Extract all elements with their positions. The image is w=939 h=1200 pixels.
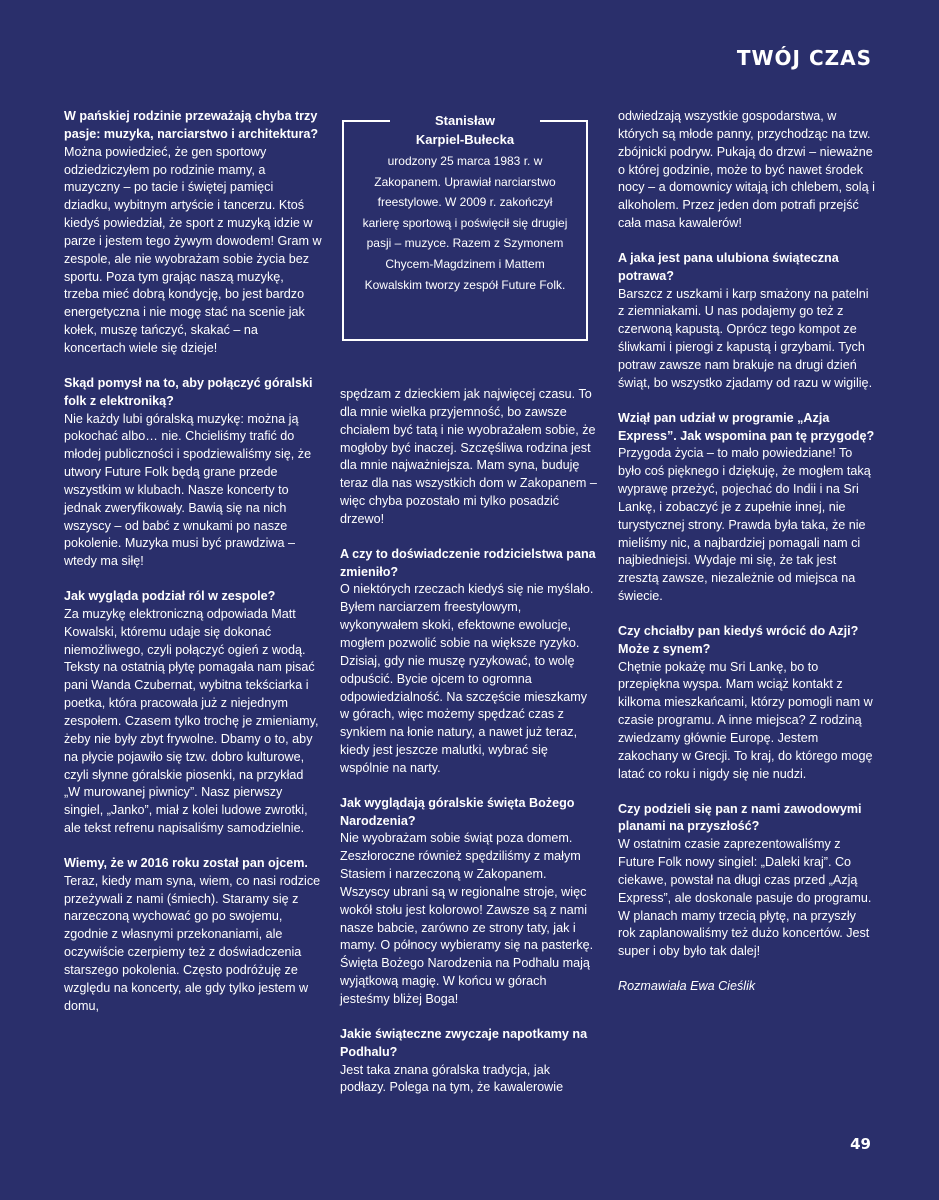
answer: Przygoda życia – to mało powiedziane! To było coś pięknego i dziękuję, że mogłem taką wyprawę przeżyć, pojechać do Indii i na Sri Lankę, i zobaczyć je z zupełnie innej, nie turystycznej strony. Prawda była taka, że nie mieliśmy nic, a najbardziej pomagali nam ci najbiedniejsi. Wydaje mi się, że tak jest zresztą zawsze, niezależnie od miejsca na świecie.: [618, 446, 871, 604]
interviewer-signature: Rozmawiała Ewa Cieślik: [618, 979, 756, 994]
question: A czy to doświadczenie rodzicielstwa pana zmieniło?: [340, 546, 596, 579]
column-2: [340, 386, 598, 1097]
question: W pańskiej rodzinie przeważają chyba trzy pasje: muzyka, narciarstwo i architektura?: [64, 109, 319, 141]
column-3: [618, 108, 876, 996]
question: Wziął pan udział w programie „Azja Express”. Jak wspomina pan tę przygodę?: [618, 410, 875, 443]
answer: Za muzykę elektroniczną odpowiada Matt Kowalski, któremu udaje się dokonać niemożliwego, czyli połączyć ogień z wodą. Teksty na ostatnią płytę pomagała nam pisać pani Wanda Czubernat, wybitna tekściarka i poetka, która pracowała już z niejednym zespołem. Czasem tylko trochę je zmieniamy, żeby nie były zbyt frywolne. Dbamy o to, aby na płycie pojawiło się tzw. dobro kulturowe, czyli słynne góralskie piosenki, na przykład „W murowanej piwnicy”. Nasz pierwszy singiel, „Janko”, miał z kolei ludowe zwrotki, ale tekst refrenu napisaliśmy samodzielnie.: [64, 606, 319, 836]
answer: W ostatnim czasie zaprezentowaliśmy z Future Folk nowy singiel: „Daleki kraj”. Co ciekawe, powstał na długi czas przed „Azją Express”, ale doskonale pasuje do programu. W planach mamy trzecią płytę, na przyszły rok zaplanowaliśmy też dużo koncertów. Jest super i oby było tak dalej!: [618, 837, 872, 959]
page-number: 49: [850, 1135, 871, 1153]
person-last-name: Karpiel-Bułecka: [415, 132, 515, 147]
answer: Nie każdy lubi góralską muzykę: można ją pokochać albo… nie. Chcieliśmy trafić do młodej publiczności i spodziewaliśmy się, że utwory Future Folk będą grane przede wszystkim w klubach. Nasze koncerty to jednak zweryfikowały. Bawią się na nich wszyscy – od babć z wnukami po nasze pokolenie. Muzyka musi być prawdziwa – wtedy ma siłę!: [64, 411, 312, 569]
person-first-name: Stanisław: [435, 113, 495, 128]
question: Wiemy, że w 2016 roku został pan ojcem.: [64, 855, 308, 870]
bio-infobox: [342, 113, 588, 341]
question: Skąd pomysł na to, aby połączyć góralski folk z elektroniką?: [64, 375, 313, 408]
answer-continued: spędzam z dzieckiem jak najwięcej czasu. To dla mnie wielka przyjemność, bo zawsze chciałem być tatą i nie wyobrażałem sobie, że mogłoby być inaczej. Szczęśliwa rodzina jest dla mnie najważniejsza. Mam syna, buduję teraz dla nas wszystkich dom w Zakopanem – więc chyba pozostało mi tylko posadzić drzewo!: [340, 387, 597, 526]
question: Czy podzieli się pan z nami zawodowymi planami na przyszłość?: [618, 801, 862, 834]
answer: Barszcz z uszkami i karp smażony na patelni z ziemniakami. U nas podajemy go też z czerwoną kapustą. Oprócz tego kompot ze śliwkami i pierogi z kapustą i grzybami. Tych potraw zawsze nam brakuje na drugi dzień świąt, bo wszystko zjadamy od razu w wigilię.: [618, 286, 873, 390]
answer: Można powiedzieć, że gen sportowy odziedziczyłem po rodzinie mamy, a muzyczny – po tacie i świętej pamięci dziadku, wybitnym artyście i tancerzu. Ktoś kiedyś powiedział, że sport z muzyką idzie w parze i jestem tego żywym dowodem! Gram w zespole, ale nie wyobrażam sobie życia bez sportu. Poza tym grając naszą muzykę, trzeba mieć dobrą kondycję, bo jest bardzo energetyczna i nie mogę stać na scenie jak kołek, muszę tańczyć, skakać – na koncertach wiele się dzieje!: [64, 144, 322, 355]
answer: Nie wyobrażam sobie świąt poza domem. Zeszłoroczne również spędziliśmy z małym Stasiem i narzeczoną w Zakopanem. Wszyscy ubrani są w regionalne stroje, więc wokół stołu jest kolorowo! Zawsze są z nami nasze babcie, zarówno ze strony taty, jak i mamy. O północy wybieramy się na pasterkę. Święta Bożego Narodzenia na Podhalu mają wyjątkową magię. W końcu w górach jesteśmy bliżej Boga!: [340, 831, 594, 1006]
answer: Jest taka znana góralska tradycja, jak podłazy. Polega na tym, że kawalerowie: [340, 1062, 564, 1095]
question: Jak wygląda podział ról w zespole?: [64, 589, 276, 604]
section-title: TWÓJ CZAS: [736, 46, 872, 70]
question: A jaka jest pana ulubiona świąteczna potrawa?: [618, 250, 839, 283]
answer-continued: odwiedzają wszystkie gospodarstwa, w których są młode panny, przychodząc na tzw. zbójnicki podryw. Pukają do drzwi – nieważne o której godzinie, może to być nawet środek nocy – a domownicy witają ich chlebem, solą i alkoholem. Przez jeden dom potrafi przejść cała masa kawalerów!: [618, 109, 875, 231]
question: Jak wyglądają góralskie święta Bożego Narodzenia?: [340, 795, 575, 828]
answer: Chętnie pokażę mu Sri Lankę, bo to przepiękna wyspa. Mam wciąż kontakt z kilkoma mieszkańcami, którzy pomogli nam w czasie programu. A inne miejsca? Z rodziną zwiedzamy głównie Europę. Jestem zakochany w Grecji. To kraj, do którego mogę latać co roku i nigdy się nie nudzi.: [618, 659, 873, 781]
question: Jakie świąteczne zwyczaje napotkamy na Podhalu?: [340, 1026, 588, 1059]
question: Czy chciałby pan kiedyś wrócić do Azji? Może z synem?: [618, 623, 859, 656]
column-1: [64, 108, 322, 1016]
person-name: [390, 111, 540, 149]
answer: Teraz, kiedy mam syna, wiem, co nasi rodzice przeżywali z nami (śmiech). Staramy się z narzeczoną wychować go po swojemu, zgodnie z własnymi przekonaniami, ale oczywiście czerpiemy też z doświadczenia starszego pokolenia. Często podróżuję ze względu na koncerty, ale gdy tylko jestem w domu,: [64, 873, 321, 1013]
answer: O niektórych rzeczach kiedyś się nie myślało. Byłem narciarzem freestylowym, wykonywałem skoki, efektowne ewolucje, mogłem pozwolić sobie na większe ryzyko. Dzisiaj, gdy nie muszę ryzykować, to wolę odpuścić. Bycie ojcem to ogromna odpowiedzialność. Na szczęście mieszkamy w górach, więc możemy spędzać czas z synkiem na łonie natury, a nawet już teraz, kiedy jest jeszcze malutki, wybrać się wspólnie na narty.: [340, 582, 594, 775]
person-bio: urodzony 25 marca 1983 r. w Zakopanem. Uprawiał narciarstwo freestylowe. W 2009 r. zakończył karierę sportową i poświęcił się drugiej pasji – muzyce. Razem z Szymonem Chycem-Magdzinem i Mattem Kowalskim tworzy zespół Future Folk.: [362, 154, 568, 292]
